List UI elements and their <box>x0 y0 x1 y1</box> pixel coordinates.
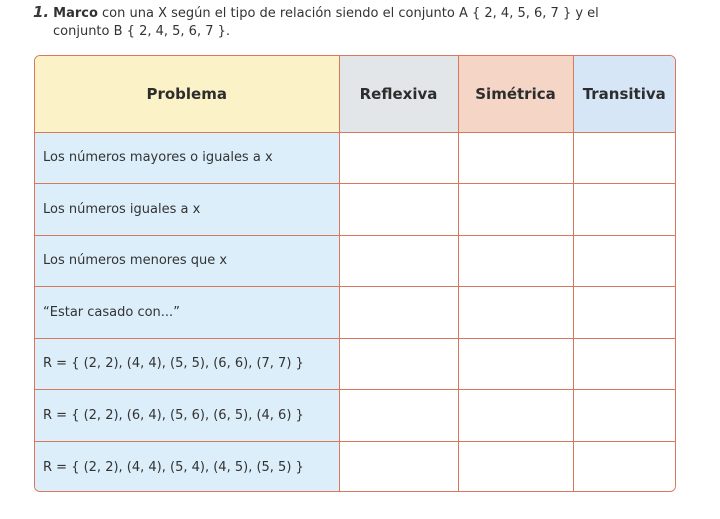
exercise-number: 1. <box>33 3 50 21</box>
answer-cell-simetrica[interactable] <box>458 132 573 184</box>
relations-table <box>34 55 676 492</box>
answer-cell-simetrica[interactable] <box>458 287 573 339</box>
answer-cell-transitiva[interactable] <box>573 235 675 287</box>
table-header-row <box>35 56 675 132</box>
answer-cell-simetrica[interactable] <box>458 338 573 390</box>
answer-cell-transitiva[interactable] <box>573 441 675 492</box>
exercise-instruction <box>33 3 613 41</box>
problem-cell: Los números mayores o iguales a x <box>35 132 339 184</box>
table-row <box>35 287 675 339</box>
answer-cell-reflexiva[interactable] <box>339 287 458 339</box>
answer-cell-reflexiva[interactable] <box>339 235 458 287</box>
table-row <box>35 390 675 442</box>
answer-cell-simetrica[interactable] <box>458 184 573 236</box>
answer-cell-reflexiva[interactable] <box>339 338 458 390</box>
problem-cell: Los números menores que x <box>35 235 339 287</box>
table-row <box>35 441 675 492</box>
header-problema: Problema <box>35 56 339 132</box>
problem-cell: R = { (2, 2), (6, 4), (5, 6), (6, 5), (4, 6) } <box>35 390 339 442</box>
answer-cell-reflexiva[interactable] <box>339 390 458 442</box>
answer-cell-transitiva[interactable] <box>573 184 675 236</box>
answer-cell-transitiva[interactable] <box>573 338 675 390</box>
problem-cell: “Estar casado con...” <box>35 287 339 339</box>
answer-cell-reflexiva[interactable] <box>339 184 458 236</box>
answer-cell-simetrica[interactable] <box>458 390 573 442</box>
problem-cell: R = { (2, 2), (4, 4), (5, 5), (6, 6), (7, 7) } <box>35 338 339 390</box>
header-transitiva: Transitiva <box>573 56 675 132</box>
problem-cell: Los números iguales a x <box>35 184 339 236</box>
relations-table-grid <box>35 56 675 492</box>
answer-cell-transitiva[interactable] <box>573 132 675 184</box>
answer-cell-reflexiva[interactable] <box>339 132 458 184</box>
instruction-lead-word: Marco <box>53 6 98 21</box>
answer-cell-transitiva[interactable] <box>573 390 675 442</box>
instruction-text-line2: conjunto B { 2, 4, 5, 6, 7 }. <box>53 24 231 39</box>
header-simetrica: Simétrica <box>458 56 573 132</box>
problem-cell: R = { (2, 2), (4, 4), (5, 4), (4, 5), (5, 5) } <box>35 441 339 492</box>
answer-cell-reflexiva[interactable] <box>339 441 458 492</box>
answer-cell-transitiva[interactable] <box>573 287 675 339</box>
table-row <box>35 338 675 390</box>
table-row <box>35 184 675 236</box>
header-reflexiva: Reflexiva <box>339 56 458 132</box>
table-row <box>35 235 675 287</box>
answer-cell-simetrica[interactable] <box>458 441 573 492</box>
instruction-text-line1: con una X según el tipo de relación siendo el conjunto A { 2, 4, 5, 6, 7 } y el <box>97 6 599 21</box>
table-row <box>35 132 675 184</box>
answer-cell-simetrica[interactable] <box>458 235 573 287</box>
